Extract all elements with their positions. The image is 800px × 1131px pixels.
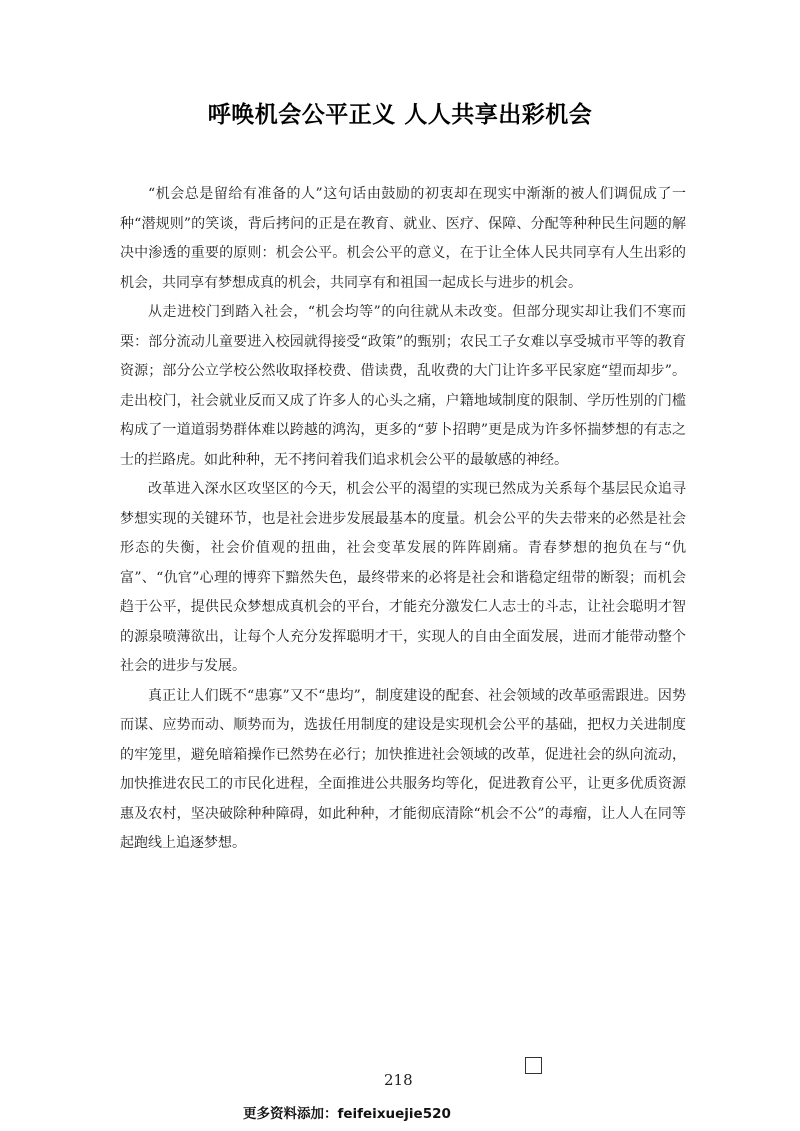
document-title: 呼唤机会公平正义 人人共享出彩机会 — [207, 102, 593, 128]
footer-note: 更多资料添加：feifeixuejie520 — [243, 1106, 451, 1122]
page-number: 218 — [384, 1071, 413, 1089]
paragraph-3: 改革进入深水区攻坚区的今天，机会公平的渴望的实现已然成为关系每个基层民众追寻梦想实现的关键环节，也是社会进步发展最基本的度量。机会公平的失去带来的必然是社会形态的失衡，社会价值观的扭曲，社会变革发展的阵阵剧痛。青春梦想的抱负在与“仇富”、“仇官”心理的博弈下黯然失色，最终带来的必将是社会和谐稳定纽带的断裂；而机会趋于公平，提供民众梦想成真机会的平台，才能充分激发仁人志士的斗志，让社会聪明才智的源泉喷薄欲出，让每个人充分发挥聪明才干，实现人的自由全面发展，进而才能带动整个社会的进步与发展。 — [120, 481, 686, 674]
paragraph-2: 从走进校门到踏入社会，“机会均等”的向往就从未改变。但部分现实却让我们不寒而栗：部分流动儿童要进入校园就得接受“政策”的甄别；农民工子女难以享受城市平等的教育资源；部分公立学校公然收取择校费、借读费，乱收费的大门让许多平民家庭“望而却步”。走出校门，社会就业反而又成了许多人的心头之痛，户籍地域制度的限制、学历性别的门槛构成了一道道弱势群体难以跨越的鸿沟，更多的“萝卜招聘”更是成为许多怀揣梦想的有志之士的拦路虎。如此种种，无不拷问着我们追求机会公平的最敏感的神经。 — [120, 304, 686, 468]
paragraph-1: “机会总是留给有准备的人”这句话由鼓励的初衷却在现实中渐渐的被人们调侃成了一种“潜规则”的笑谈，背后拷问的正是在教育、就业、医疗、保障、分配等种种民生问题的解决中渗透的重要的原则：机会公平。机会公平的意义，在于让全体人民共同享有人生出彩的机会，共同享有梦想成真的机会，共同享有和祖国一起成长与进步的机会。 — [120, 186, 686, 291]
paragraph-4: 真正让人们既不“患寡”又不“患均”，制度建设的配套、社会领域的改革亟需跟进。因势而谋、应势而动、顺势而为，选拔任用制度的建设是实现机会公平的基础，把权力关进制度的牢笼里，避免暗箱操作已然势在必行；加快推进社会领域的改革，促进社会的纵向流动，加快推进农民工的市民化进程，全面推进公共服务均等化，促进教育公平，让更多优质资源惠及农村，坚决破除种种障碍，如此种种，才能彻底清除“机会不公”的毒瘤，让人人在同等起跑线上追逐梦想。 — [120, 687, 686, 851]
document-body — [120, 180, 686, 859]
checkbox[interactable] — [525, 1057, 542, 1074]
